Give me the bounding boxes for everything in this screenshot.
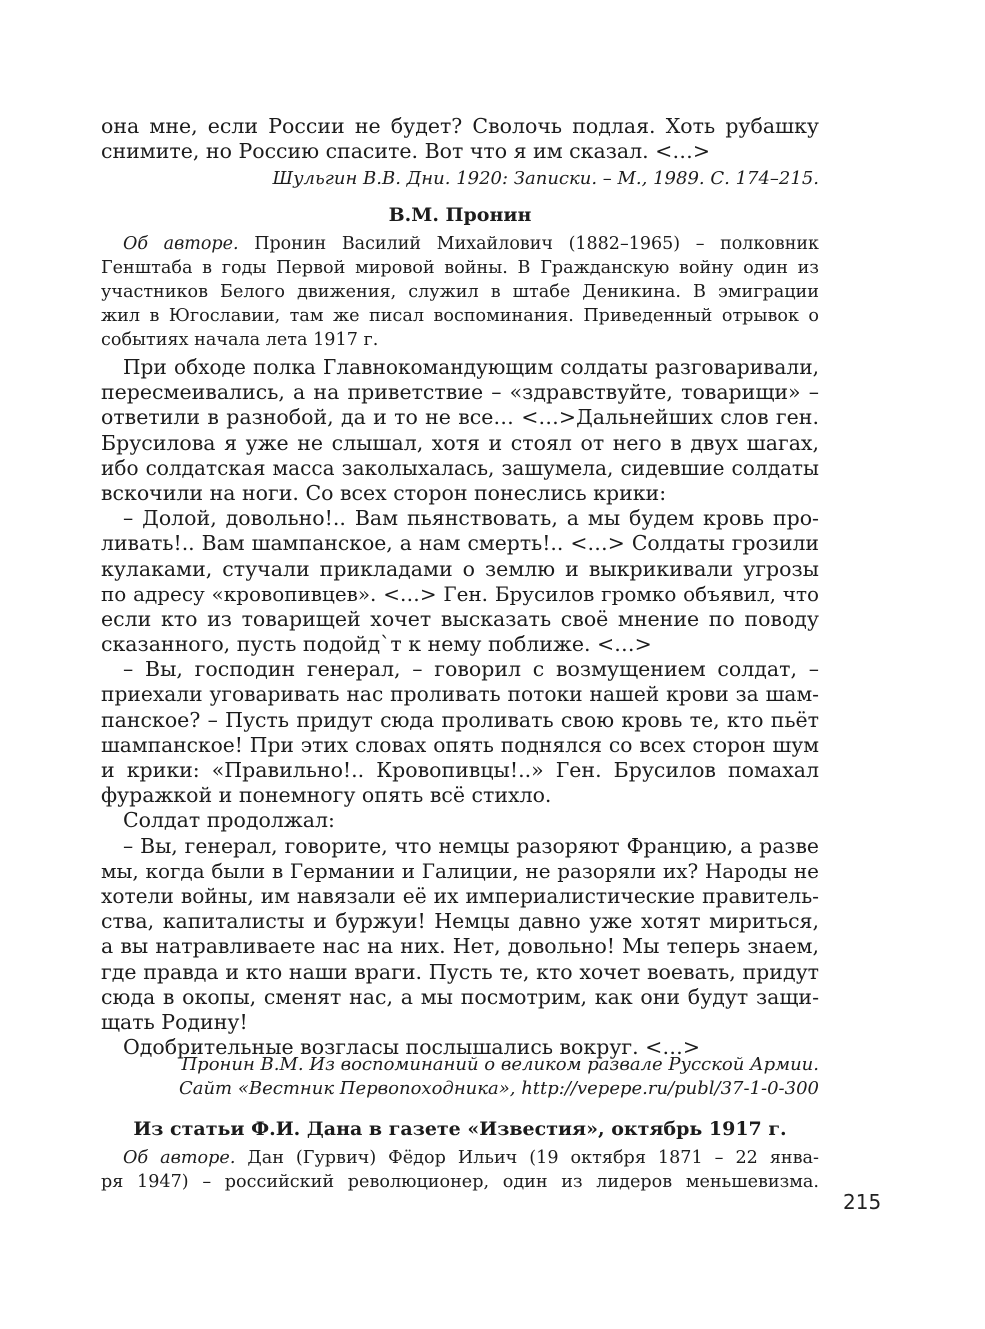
- about-label: Об авторе.: [123, 1148, 236, 1168]
- about-label: Об авторе.: [123, 234, 239, 254]
- about-author-pronin: [101, 232, 819, 352]
- body-line: пересмеивались, а на приветствие – «здравствуйте, товарищи» –: [101, 380, 819, 405]
- about-line: событиях начала лета 1917 г.: [101, 330, 379, 350]
- body-line: фуражкой и понемногу опять всё стихло.: [101, 783, 552, 808]
- about-line: [101, 1146, 819, 1170]
- body-line: приехали уговаривать нас проливать потоки нашей крови за шам-: [101, 682, 819, 707]
- page-number: 215: [843, 1190, 882, 1214]
- body-line: и крики: «Правильно!.. Кровопивцы!..» Ген. Брусилов помахал: [101, 758, 819, 782]
- body-line: При обходе полка Главнокомандующим солдаты разговаривали,: [123, 355, 819, 379]
- body-line: мы, когда были в Германии и Галиции, не разоряли их? Народы не: [101, 858, 819, 883]
- text-line: снимите, но Россию спасите. Вот что я им сказал. <…>: [101, 139, 711, 164]
- continuation-paragraph: [101, 114, 819, 164]
- body-line: щать Родину!: [101, 1009, 248, 1034]
- body-line: по адресу «кровопивцев». <…> Ген. Брусилов громко объявил, что: [101, 581, 819, 606]
- body-line: ливать!.. Вам шампанское, а нам смерть!.. <…> Солдаты грозили: [101, 531, 819, 556]
- body-line: Одобрительные возгласы послышались вокруг. <…>: [123, 1035, 701, 1060]
- about-text: Пронин Василий Михайлович (1882–1965) – полковник: [254, 234, 819, 254]
- body-line: сказанного, пусть подойд`т к нему поближе. <…>: [101, 632, 652, 657]
- body-line: ства, капиталисты и буржуи! Немцы давно уже хотят мириться,: [101, 909, 819, 934]
- body-line: шампанское! При этих словах опять поднялся со всех сторон шум: [101, 732, 819, 757]
- pronin-body-text: [101, 355, 819, 1060]
- about-text: Дан (Гурвич) Фёдор Ильич (19 октября 1871 – 22 янва-: [247, 1148, 819, 1168]
- body-line: а вы натравливаете нас на них. Нет, довольно! Мы теперь знаем,: [101, 934, 819, 959]
- body-line: ответили в разнобой, да и то не все… <…>Дальнейших слов ген.: [101, 405, 819, 430]
- text-line: она мне, если России не будет? Сволочь подлая. Хоть рубашку: [101, 114, 819, 138]
- body-line: хотели войны, им навязали её их империалистические правитель-: [101, 883, 819, 908]
- about-line: ря 1947) – российский революционер, один из лидеров меньшевизма.: [101, 1172, 819, 1192]
- citation-line: Сайт «Вестник Первопоходника», http://vepepe.ru/publ/37-1-0-300: [178, 1078, 819, 1099]
- body-line: панское? – Пусть придут сюда проливать свою кровь те, кто пьёт: [101, 707, 819, 732]
- about-line: жил в Югославии, там же писал воспоминания. Приведенный отрывок о: [101, 306, 819, 326]
- citation-line: Шульгин В.В. Дни. 1920: Записки. – М., 1989. С. 174–215.: [272, 168, 819, 189]
- body-line: – Вы, господин генерал, – говорил с возмущением солдат, –: [123, 657, 819, 682]
- body-line: вскочили на ноги. Со всех сторон понеслись крики:: [101, 480, 667, 505]
- about-line: Генштаба в годы Первой мировой войны. В Гражданскую войну один из: [101, 258, 819, 278]
- body-line: Солдат продолжал:: [123, 808, 335, 833]
- body-line: сюда в окопы, сменят нас, а мы посмотрим, как они будут защи-: [101, 984, 819, 1009]
- body-line: если кто из товарищей хочет высказать своё мнение по поводу: [101, 606, 819, 631]
- section-heading-dan: Из статьи Ф.И. Дана в газете «Известия», октябрь 1917 г.: [133, 1118, 787, 1140]
- citation-line: Пронин В.М. Из воспоминаний о великом развале Русской Армии.: [181, 1054, 819, 1075]
- section-heading-pronin: В.М. Пронин: [388, 204, 532, 226]
- citation-pronin: [101, 1053, 819, 1101]
- about-line: участников Белого движения, служил в штабе Деникина. В эмиграции: [101, 282, 819, 302]
- body-line: Брусилова я уже не слышал, хотя и стоял от него в двух шагах,: [101, 430, 819, 455]
- about-line: [101, 232, 819, 256]
- about-author-dan: [101, 1146, 819, 1194]
- body-line: кулаками, стучали прикладами о землю и выкрикивали угрозы: [101, 556, 819, 581]
- body-line: ибо солдатская масса заколыхалась, зашумела, сидевшие солдаты: [101, 455, 819, 480]
- body-line: – Долой, довольно!.. Вам пьянствовать, а мы будем кровь про-: [123, 506, 819, 531]
- body-line: где правда и кто наши враги. Пусть те, кто хочет воевать, придут: [101, 959, 819, 984]
- citation-shulgin: [101, 167, 819, 191]
- body-line: – Вы, генерал, говорите, что немцы разоряют Францию, а разве: [123, 833, 819, 858]
